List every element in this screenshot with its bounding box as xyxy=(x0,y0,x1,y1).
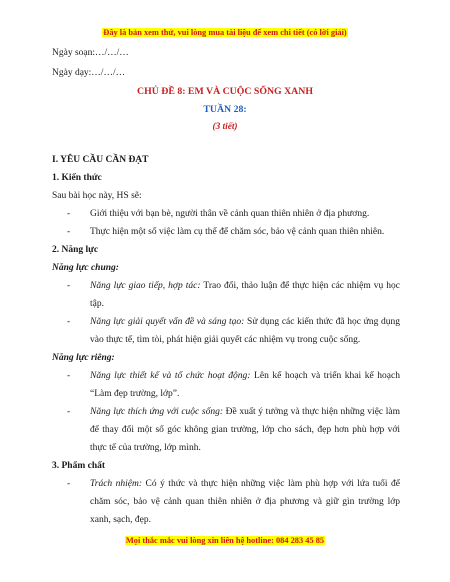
competency-text: Đề xuất ý tưởng và thực hiện những việc làm để thay đổi một số góc không gian trường, lớp cho sách, đẹp hơn phù hợp với thực tế của trường, lớp mình. xyxy=(90,407,400,453)
preview-banner: Đây là bản xem thử, vui lòng mua tài liệu để xem chi tiết (có lời giải) xyxy=(103,28,347,37)
competency-label: Năng lực thiết kế và tổ chức hoạt động: xyxy=(90,371,251,381)
bullet-dash: - xyxy=(67,227,71,237)
prep-date: Ngày soạn:…/…/… xyxy=(52,48,129,58)
knowledge-item: Giới thiệu với bạn bè, người thân về cảnh quan thiên nhiên ở địa phương. xyxy=(90,209,370,219)
hotline-banner: Mọi thắc mắc vui lòng xin liên hệ hotline: 084 283 45 85 xyxy=(125,536,325,545)
competency-label: Năng lực giao tiếp, hợp tác: xyxy=(90,281,201,291)
quality-heading: 3. Phẩm chất xyxy=(52,461,106,471)
bullet-dash: - xyxy=(67,479,71,489)
specific-competency-heading: Năng lực riêng: xyxy=(52,353,115,363)
competency-text: Trao đổi, thảo luận để thực hiện các nhiệm vụ học tập. xyxy=(90,281,400,309)
competency-item xyxy=(90,277,400,313)
teach-date: Ngày dạy:…/…/… xyxy=(52,68,126,78)
quality-label: Trách nhiệm: xyxy=(90,479,143,489)
competency-text: Lên kế hoạch và triển khai kế hoạch “Làm đẹp trường, lớp”. xyxy=(90,371,400,399)
topic-title: CHỦ ĐỀ 8: EM VÀ CUỘC SỐNG XANH xyxy=(137,86,313,97)
bullet-dash: - xyxy=(67,281,71,291)
section-heading: I. YÊU CẦU CẦN ĐẠT xyxy=(52,155,149,165)
competency-item xyxy=(90,367,400,403)
competency-text: Sử dụng các kiến thức đã học ứng dụng vào thực tế, tìm tòi, phát hiện giải quyết các nhiệm vụ trong cuộc sống. xyxy=(90,317,401,345)
week-label: TUẦN 28: xyxy=(203,104,247,115)
general-competency-heading: Năng lực chung: xyxy=(52,263,119,273)
quality-item xyxy=(90,475,400,529)
competency-heading: 2. Năng lực xyxy=(52,245,99,255)
knowledge-heading: 1. Kiến thức xyxy=(52,173,102,183)
competency-item xyxy=(90,313,400,349)
quality-text: Có ý thức và thực hiện những việc làm phù hợp với lứa tuổi để chăm sóc, bảo vệ cảnh quan thiên nhiên ở địa phương và giữ gìn trường lớp xanh, sạch, đẹp. xyxy=(90,479,400,525)
bullet-dash: - xyxy=(67,209,71,219)
bullet-dash: - xyxy=(67,371,71,381)
bullet-dash: - xyxy=(67,407,71,417)
bullet-dash: - xyxy=(67,317,71,327)
knowledge-intro: Sau bài học này, HS sẽ: xyxy=(52,191,142,201)
knowledge-item: Thực hiện một số việc làm cụ thể để chăm sóc, bảo vệ cảnh quan thiên nhiên. xyxy=(90,227,385,237)
competency-label: Năng lực thích ứng với cuộc sống: xyxy=(90,407,223,417)
periods-label: (3 tiết) xyxy=(212,122,238,132)
competency-label: Năng lực giải quyết vấn đề và sáng tạo: xyxy=(90,317,245,327)
competency-item xyxy=(90,403,400,457)
